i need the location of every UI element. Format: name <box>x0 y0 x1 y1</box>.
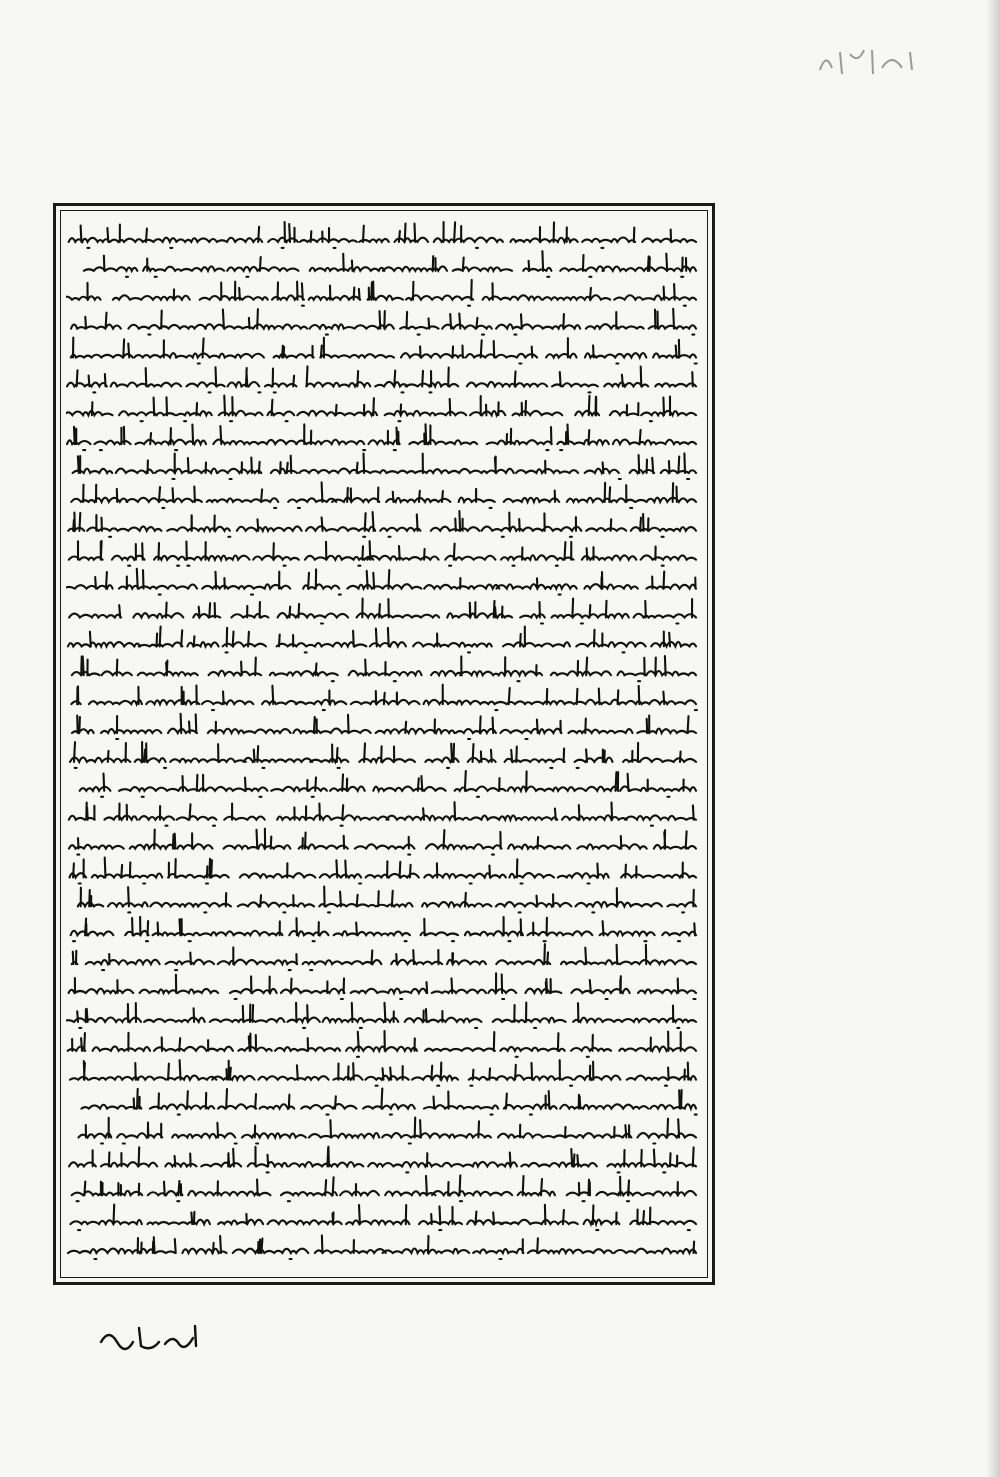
manuscript-line <box>68 627 696 653</box>
manuscript-line <box>70 858 697 884</box>
manuscript-line <box>69 973 696 999</box>
manuscript-line <box>73 453 696 479</box>
corner-folio-marks <box>810 40 930 80</box>
manuscript-line <box>71 338 697 364</box>
manuscript-line <box>69 1147 696 1173</box>
manuscript-line <box>68 1235 696 1259</box>
manuscript-line <box>69 802 696 826</box>
manuscript-line <box>82 1089 697 1115</box>
manuscript-line <box>69 541 696 566</box>
manuscript-text-block <box>66 218 702 1270</box>
manuscript-line <box>68 1031 696 1057</box>
manuscript-line <box>71 309 696 335</box>
manuscript-line <box>72 714 696 739</box>
manuscript-line <box>66 396 696 422</box>
manuscript-line <box>70 1205 696 1231</box>
manuscript-line <box>72 656 696 681</box>
manuscript-line <box>66 280 696 306</box>
manuscript-line <box>70 742 696 768</box>
manuscript-line <box>67 424 696 450</box>
manuscript-line <box>69 222 696 248</box>
binding-edge <box>986 0 1000 1477</box>
manuscript-line <box>71 917 696 941</box>
manuscript-line <box>71 685 697 710</box>
catchword-script <box>95 1318 205 1358</box>
manuscript-line <box>84 251 696 277</box>
manuscript-line <box>68 511 696 537</box>
manuscript-line <box>67 366 696 392</box>
manuscript-line <box>71 482 696 508</box>
manuscript-line <box>80 771 696 797</box>
manuscript-line <box>72 944 696 970</box>
manuscript-line <box>69 599 696 624</box>
manuscript-line <box>72 1175 696 1201</box>
manuscript-line <box>70 1060 696 1086</box>
manuscript-line <box>79 1118 697 1144</box>
manuscript-line <box>66 569 696 595</box>
catchword <box>95 1318 205 1358</box>
manuscript-line <box>69 829 696 855</box>
manuscript-line <box>66 1003 696 1028</box>
manuscript-line <box>78 887 696 913</box>
